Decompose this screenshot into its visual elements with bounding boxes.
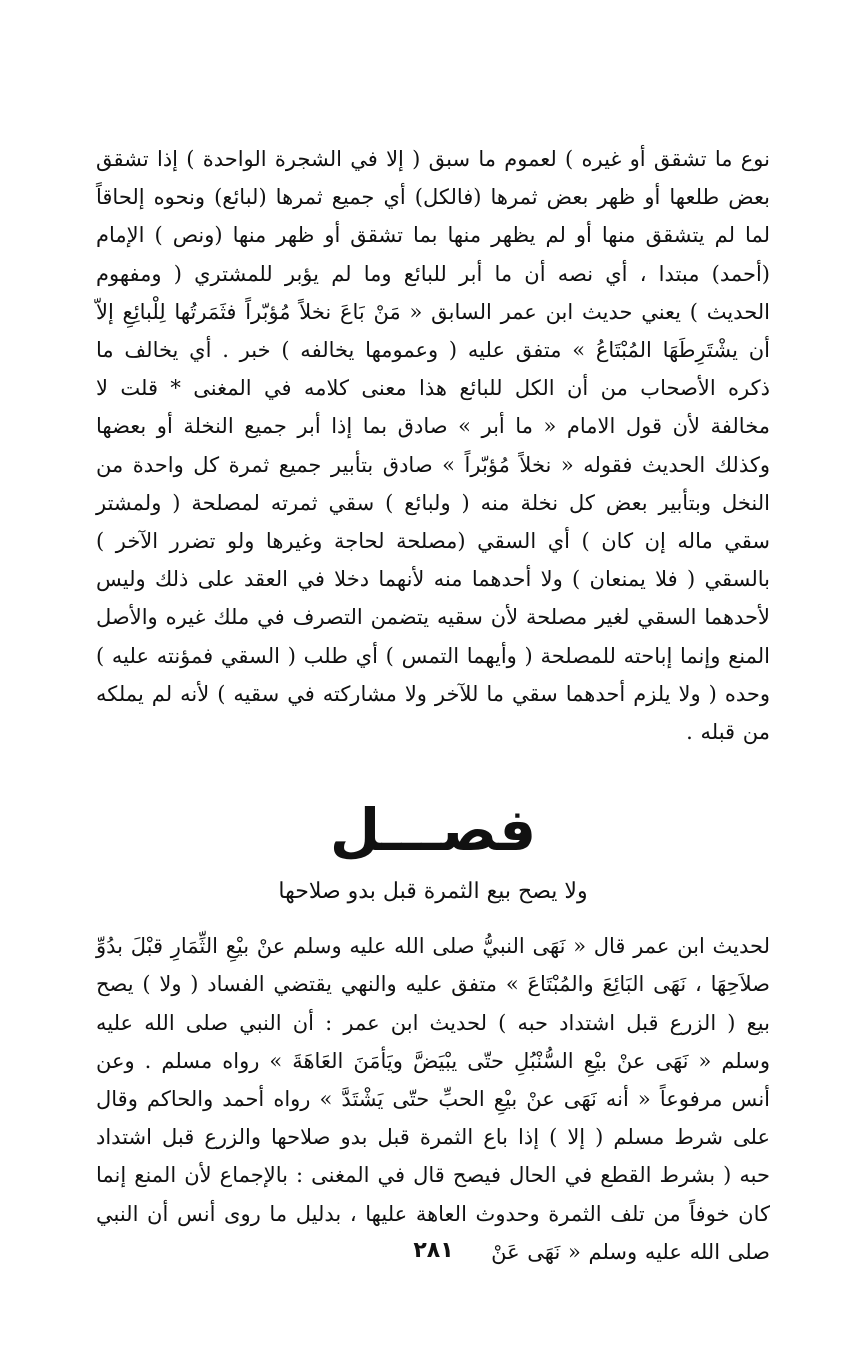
body-paragraph-2: لحديث ابن عمر قال « نَهَى النبيُّ صلى الله عليه وسلم عنْ بيْعِ الثِّمَارِ قبْلَ بدُوِّ صلاَحِهَا ، نَهَى البَائِعَ والمُبْتَاعَ » متفق عليه والنهي يقتضي الفساد ( ولا ) يصح بيع ( الزرع قبل اشتداد حبه ) لحديث ابن عمر : أن النبي صلى الله عليه وسلم « نَهَى عنْ بيْعِ السُّنْبُلِ حتّى يبْيَضَّ ويَأمَنَ العَاهَةَ » رواه مسلم . وعن أنس مرفوعاً « أنه نَهَى عنْ بيْعِ الحبِّ حتّى يَشْتَدَّ » رواه أحمد والحاكم وقال على شرط مسلم ( إلا ) إذا باع الثمرة قبل بدو صلاحها والزرع قبل اشتداد حبه ( بشرط القطع في الحال فيصح قال في المغنى : بالإجماع لأن المنع إنما كان خوفاً من تلف الثمرة وحدوث العاهة عليها ، بدليل ما روى أنس أن النبي صلى الله عليه وسلم « نَهَى عَنْ — [96, 934, 770, 1264]
page-body — [96, 140, 770, 1340]
body-paragraph-1: نوع ما تشقق أو غيره ) لعموم ما سبق ( إلا في الشجرة الواحدة ) إذا تشقق بعض طلعها أو ظهر بعض ثمرها (فالكل) أي جميع ثمرها (لبائع) ونحوه إلحاقاً لما لم يتشقق منها أو لم يظهر منها بما تشقق أو ظهر منها (ونص ) الإمام (أحمد) مبتدا ، أي نصه أن ما أبر للبائع وما لم يؤبر للمشتري ( ومفهوم الحديث ) يعني حديث ابن عمر السابق « مَنْ بَاعَ نخلاً مُؤبّراً فثَمَرتُها لِلْبائِعِ إلاّ أن يشْتَرِطَهَا المُبْتَاعُ » متفق عليه ( وعمومها يخالفه ) خبر . أي يخالف ما ذكره الأصحاب من أن الكل للبائع هذا معنى كلامه في المغنى * قلت لا مخالفة لأن قول الامام « ما أبر » صادق بما إذا أبر جميع النخلة أو بعضها وكذلك الحديث فقوله « نخلاً مُؤبّراً » صادق بتأبير جميع ثمرة كل واحدة من النخل وبتأبير بعض كل نخلة منه ( ولبائع ) سقي ثمرته لمصلحة ( ولمشتر سقي ماله إن كان ) أي السقي (مصلحة لحاجة وغيرها ولو تضرر الآخر ) بالسقي ( فلا يمنعان ) ولا أحدهما منه لأنهما دخلا في العقد على ذلك وليس لأحدهما السقي لغير مصلحة لأن سقيه يتضمن التصرف في ملك غيره والأصل المنع وإنما إباحته للمصلحة ( وأيهما التمس ) أي طلب ( السقي فمؤنته عليه ) وحده ( ولا يلزم أحدهما سقي ما للآخر ولا مشاركته في سقيه ) لأنه لم يملكه من قبله . — [96, 147, 770, 745]
page-number: ٢٨١ — [413, 1238, 454, 1263]
section-heading: فصـــل — [329, 796, 537, 865]
section-subheading: ولا يصح بيع الثمرة قبل بدو صلاحها — [278, 879, 588, 905]
